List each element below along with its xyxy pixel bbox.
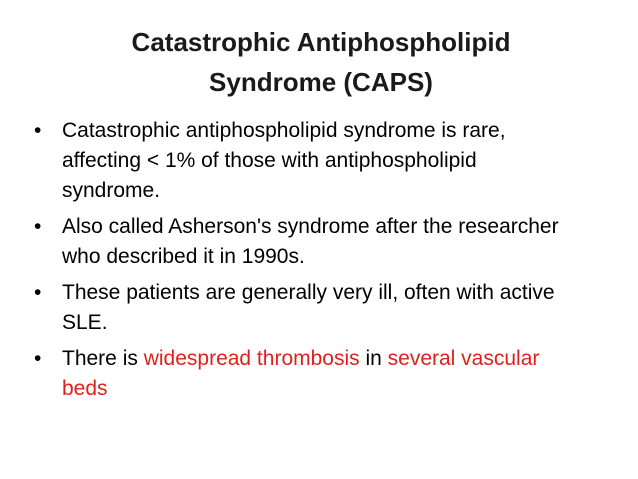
bullet-item <box>34 116 574 206</box>
bullet-icon: • <box>34 119 42 142</box>
bullet-item <box>34 212 574 272</box>
bullet-list <box>34 116 574 410</box>
highlighted-text: widespread thrombosis <box>143 347 360 370</box>
slide-title <box>40 22 602 102</box>
bullet-text-part: in <box>359 347 388 370</box>
highlighted-text: several vascular beds <box>62 347 540 400</box>
title-line-2: Syndrome (CAPS) <box>209 67 433 97</box>
bullet-text: Catastrophic antiphospholipid syndrome is rare, affecting < 1% of those with antiphospholipid syndrome. <box>62 119 506 202</box>
title-line-1: Catastrophic Antiphospholipid <box>131 27 511 57</box>
bullet-text: These patients are generally very ill, often with active SLE. <box>62 281 555 334</box>
bullet-item <box>34 344 574 404</box>
bullet-text: Also called Asherson's syndrome after the researcher who described it in 1990s. <box>62 215 559 268</box>
bullet-item <box>34 278 574 338</box>
bullet-icon: • <box>34 215 42 238</box>
bullet-text-part: There is <box>62 347 144 370</box>
bullet-icon: • <box>34 347 42 370</box>
bullet-icon: • <box>34 281 42 304</box>
